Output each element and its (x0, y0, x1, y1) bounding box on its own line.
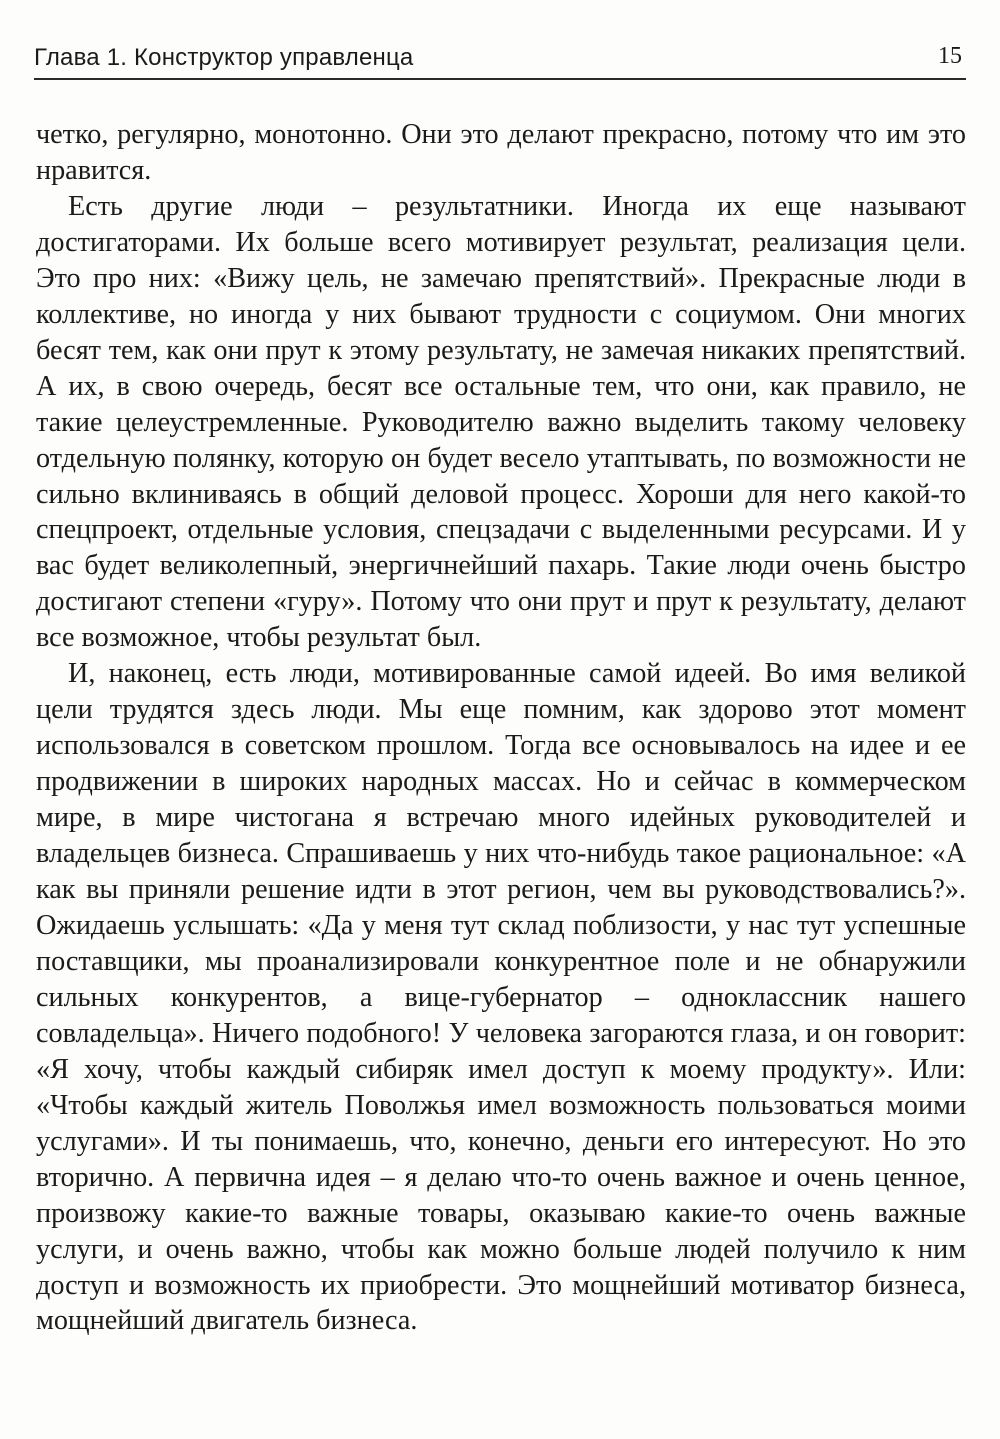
page-number: 15 (938, 43, 962, 69)
running-header (34, 38, 966, 80)
paragraph-continuation: четко, регулярно, монотонно. Они это делают прекрасно, потому что им это нравится. (36, 119, 966, 186)
body-text (36, 117, 966, 1339)
chapter-title: Глава 1. Конструктор управленца (34, 44, 414, 71)
paragraph-results-oriented: Есть другие люди – результатники. Иногда их еще называют достигаторами. Их больше всего мотивирует результат, реализация цели. Это про них: «Вижу цель, не замечаю препятствий». Прекрасные люди в коллективе, но иногда у них бывают трудности с социумом. Они многих бесят тем, как они прут к этому результату, не замечая никаких препятствий. А их, в свою очередь, бесят все остальные тем, что они, как правило, не такие целеустремленные. Руководителю важно выделить такому человеку отдельную полянку, которую он будет весело утаптывать, по возможности не сильно вклиниваясь в общий деловой процесс. Хороши для него какой-то спецпроект, отдельные условия, спецзадачи с выделенными ресурсами. И у вас будет великолепный, энергичнейший пахарь. Такие люди очень быстро достигают степени «гуру». Потому что они прут и прут к результату, делают все возможное, чтобы результат был. (36, 190, 966, 654)
paragraph-idea-driven: И, наконец, есть люди, мотивированные самой идеей. Во имя великой цели трудятся здесь люди. Мы еще помним, как здорово этот момент использовался в советском прошлом. Тогда все основывалось на идее и ее продвижении в широких народных массах. Но и сейчас в коммерческом мире, в мире чистогана я встречаю много идейных руководителей и владельцев бизнеса. Спрашиваешь у них что-нибудь такое рациональное: «А как вы приняли решение идти в этот регион, чем вы руководствовались?». Ожидаешь услышать: «Да у меня тут склад поблизости, у нас тут успешные поставщики, мы проанализировали конкурентное поле и не обнаружили сильных конкурентов, а вице-губернатор – одноклассник нашего совладельца». Ничего подобного! У человека загораются глаза, и он говорит: «Я хочу, чтобы каждый сибиряк имел доступ к моему продукту». Или: «Чтобы каждый житель Поволжья имел возможность пользоваться моими услугами». И ты понимаешь, что, конечно, деньги его интересуют. Но это вторично. А первична идея – я делаю что-то очень важное и очень ценное, произвожу какие-то важные товары, оказываю какие-то очень важные услуги, и очень важно, чтобы как можно больше людей получило к ним доступ и возможность их приобрести. Это мощнейший мотиватор бизнеса, мощнейший двигатель бизнеса. (36, 658, 966, 1337)
